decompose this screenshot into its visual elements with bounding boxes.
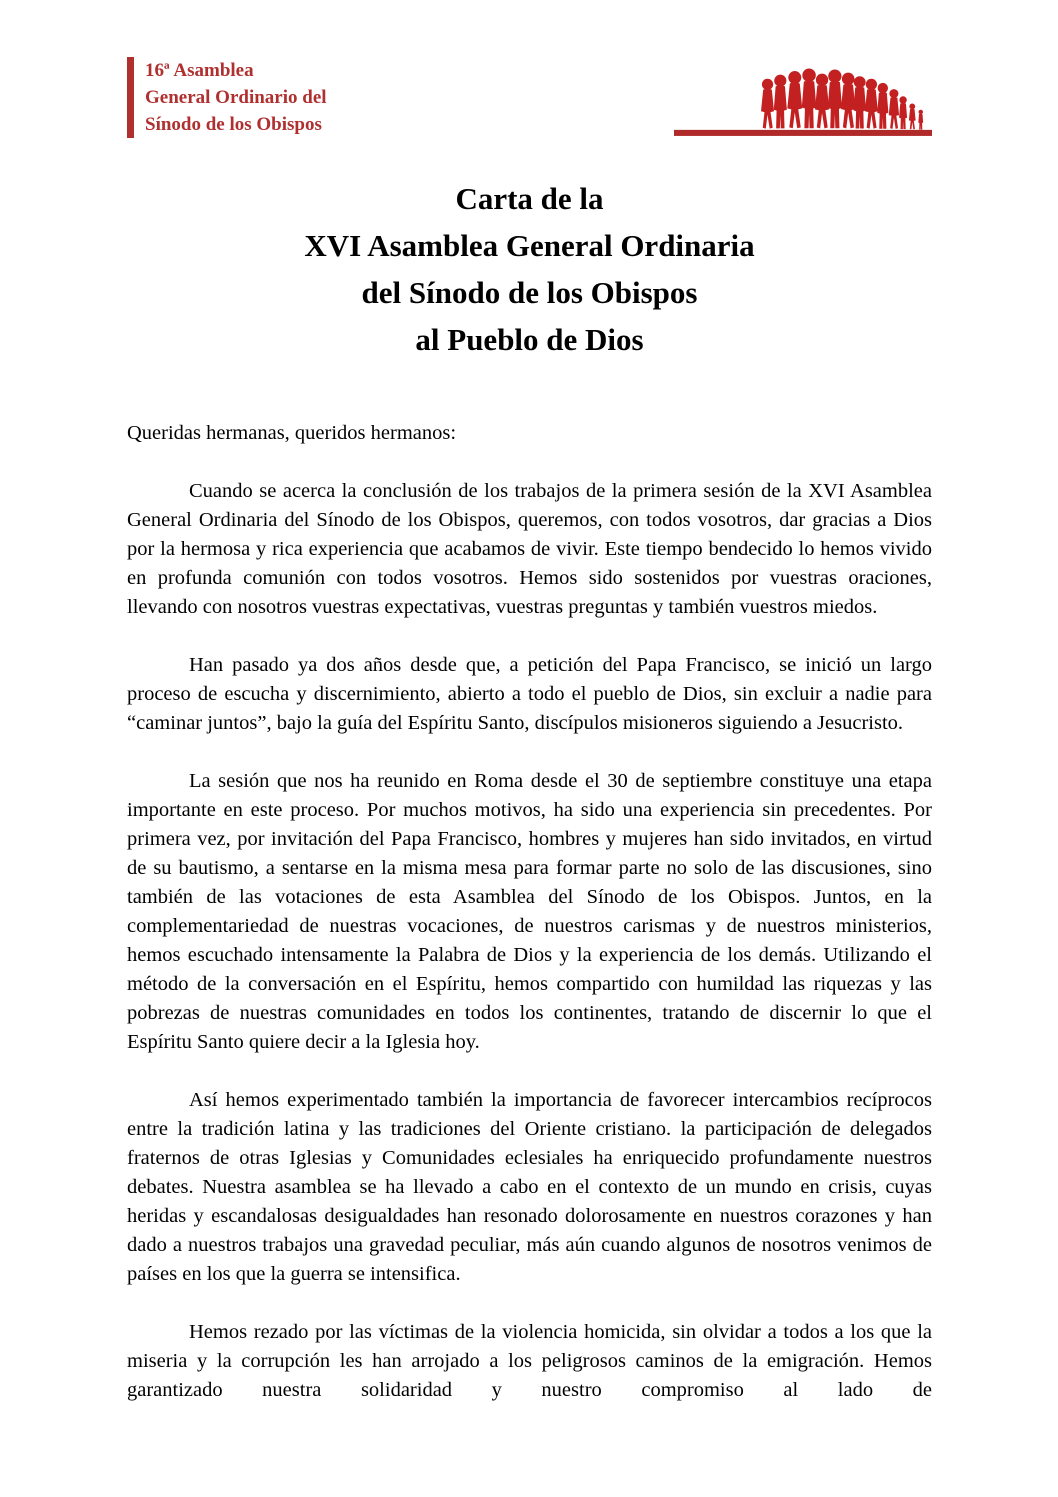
crowd-figures [761,68,923,129]
letter-paragraph-5: Hemos rezado por las víctimas de la violencia homicida, sin olvidar a todos a los que la miseria y la corrupción les han arrojado a los peligrosos caminos de la emigración. Hemos garantizado nuestra solidaridad y nuestro compromiso al lado de [127,1321,932,1401]
letter-paragraph-1: Cuando se acerca la conclusión de los trabajos de la primera sesión de la XVI Asamblea General Ordinaria del Sínodo de los Obispos, queremos, con todos vosotros, dar gracias a Dios por la hermosa y rica experiencia que acabamos de vivir. Este tiempo bendecido lo hemos vivido en profunda comunión con todos vosotros. Hemos sido sostenidos por vuestras oraciones, llevando con nosotros vuestras expectativas, vuestras preguntas y también vuestros miedos. [127,480,932,618]
title-line-1: Carta de la [455,181,604,216]
document-header [127,57,932,143]
letterhead-line-3: Sínodo de los Obispos [145,114,322,135]
letter-paragraph-2: Han pasado ya dos años desde que, a petición del Papa Francisco, se inició un largo proceso de escucha y discernimiento, abierto a todo el pueblo de Dios, sin excluir a nadie para “caminar juntos”, bajo la guía del Espíritu Santo, discípulos misioneros siguiendo a Jesucristo. [127,654,932,734]
title-line-2: XVI Asamblea General Ordinaria [304,228,755,263]
title-line-3: del Sínodo de los Obispos [361,275,698,310]
letter-paragraph-3: La sesión que nos ha reunido en Roma desde el 30 de septiembre constituye una etapa importante en este proceso. Por muchos motivos, ha sido una experiencia sin precedentes. Por primera vez, por invitación del Papa Francisco, hombres y mujeres han sido invitados, en virtud de su bautismo, a sentarse en la misma mesa para formar parte no solo de las discusiones, sino también de las votaciones de esta Asamblea del Sínodo de los Obispos. Juntos, en la complementariedad de nuestras vocaciones, de nuestros carismas y de nuestros ministerios, hemos escuchado intensamente la Palabra de Dios y la experiencia de los demás. Utilizando el método de la conversación en el Espíritu, hemos compartido con humildad las riquezas y las pobrezas de nuestras comunidades en todos los continentes, tratando de discernir lo que el Espíritu Santo quiere decir a la Iglesia hoy. [127,770,932,1053]
letter-paragraph-4: Así hemos experimentado también la importancia de favorecer intercambios recíprocos entre la tradición latina y las tradiciones del Oriente cristiano. la participación de delegados fraternos de otras Iglesias y Comunidades eclesiales ha enriquecido profundamente nuestros debates. Nuestra asamblea se ha llevado a cabo en el contexto de un mundo en crisis, cuyas heridas y escandalosas desigualdades han resonado dolorosamente en nuestros corazones y han dado a nuestros trabajos una gravedad peculiar, más aún cuando algunos de nosotros venimos de países en los que la guerra se intensifica. [127,1089,932,1285]
title-line-4: al Pueblo de Dios [415,322,644,357]
letter-greeting: Queridas hermanas, queridos hermanos: [127,422,457,444]
letterhead-line-1: 16ª Asamblea [145,60,254,81]
logo-underline [674,130,932,136]
letterhead-line-2: General Ordinario del [145,87,327,108]
document-title [127,175,932,363]
synod-logo [674,61,932,139]
people-crowd-icon [674,61,932,139]
letterhead [127,57,327,138]
